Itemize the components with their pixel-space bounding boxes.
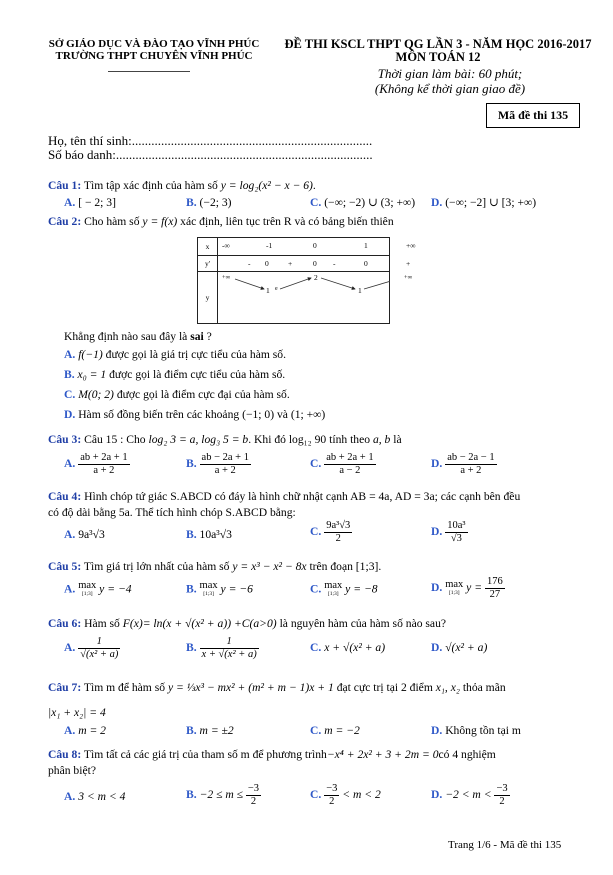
option-post: < m < 2 (342, 788, 381, 802)
max-operator (324, 582, 342, 598)
denominator: √(x² + a) (80, 649, 119, 660)
vt-y-value: +∞ (404, 274, 413, 281)
option-value: được gọi là điểm cực tiểu của hàm số. (109, 368, 286, 381)
question-label: Câu 2: (48, 215, 82, 228)
numerator: −3 (496, 783, 508, 794)
q2-prompt (64, 330, 212, 344)
option-key: A. (64, 528, 76, 541)
option-key: A. (64, 641, 76, 655)
exam-note: (Không kể thời gian giao đề) (374, 81, 526, 96)
question-2 (48, 215, 394, 229)
denominator: 2 (335, 533, 341, 544)
exam-time-block (340, 66, 560, 96)
candidate-name-field[interactable]: Họ, tên thí sinh:.......................................................................... (48, 133, 373, 148)
option-fraction (445, 520, 467, 545)
question-label: Câu 3: (48, 433, 82, 446)
question-expr: y = ⅓x³ − mx² + (m² + m − 1)x + 1 (167, 681, 334, 694)
option-key: A. (64, 724, 76, 737)
option-value: được gọi là giá trị cực tiểu của hàm số. (105, 348, 286, 361)
option-expr: x₀ = 1 (77, 368, 107, 381)
q6-option-d[interactable] (431, 641, 487, 655)
option-fraction (324, 520, 352, 545)
q3-option-d[interactable] (431, 452, 497, 477)
vt-y-value: +∞ (222, 274, 231, 281)
denominator: a + 2 (214, 465, 236, 476)
question-text: Hàm số (84, 617, 120, 630)
option-value: y = −8 (345, 582, 378, 596)
vt-x-value: 1 (364, 241, 368, 250)
subject: MÔN TOÁN 12 (395, 50, 481, 64)
header-divider (108, 71, 190, 72)
question-expr: −x⁴ + 2x² + 3 + 2m = 0 (326, 748, 439, 761)
question-label: Câu 4: (48, 490, 82, 503)
q7-option-b[interactable] (186, 724, 234, 738)
option-key: D. (64, 408, 76, 421)
question-7 (48, 681, 506, 695)
question-expr: y = x³ − x² − 8x (232, 560, 307, 573)
vt-yp-value: 0 (364, 259, 368, 268)
variation-table (197, 237, 416, 324)
max-label: max (78, 580, 97, 591)
question-expr: y = f(x) (142, 215, 178, 228)
option-key: C. (310, 457, 322, 471)
option-fraction (445, 452, 496, 477)
option-pre: −2 < m < (445, 788, 492, 802)
question-text2: trên đoạn [1;3]. (309, 560, 382, 573)
numerator: ab + 2a + 1 (80, 452, 128, 463)
vt-y-value: 1 (266, 286, 270, 295)
vt-y-row (218, 272, 413, 324)
q5-option-a[interactable] (64, 582, 132, 598)
question-text2: là nguyên hàm của hàm số nào sau? (279, 617, 447, 630)
option-value: m = −2 (324, 724, 360, 737)
option-key: B. (186, 724, 197, 737)
max-range: [1;3] (203, 591, 214, 597)
option-pre: −2 ≤ m ≤ (199, 788, 243, 802)
vt-x-value: -1 (266, 241, 273, 250)
option-value: √(x² + a) (445, 641, 488, 654)
vt-yp-value: - (248, 259, 251, 268)
vt-yp-value: + (288, 259, 293, 268)
vt-arrows (218, 272, 390, 323)
option-value: Hàm số đồng biến trên các khoảng (78, 408, 240, 421)
option-key: C. (310, 641, 322, 654)
q4-option-b[interactable] (186, 528, 232, 542)
vt-x-value: +∞ (406, 241, 416, 250)
option-key: B. (186, 641, 197, 655)
denominator: a − 2 (339, 465, 361, 476)
option-value: 9a³√3 (78, 528, 105, 541)
option-value: x + √(x² + a) (324, 641, 386, 654)
denominator: a + 2 (93, 465, 115, 476)
question-vars: a, b (372, 433, 391, 446)
option-key: A. (64, 582, 76, 596)
question-4 (48, 489, 520, 521)
header-left (40, 38, 268, 62)
question-text: Tìm m để hàm số (83, 681, 166, 694)
question-label: Câu 6: (48, 617, 82, 630)
q8-option-a[interactable] (64, 790, 125, 804)
q6-option-c[interactable] (310, 641, 385, 655)
question-label: Câu 5: (48, 560, 82, 573)
question-expr: log₂ 3 = a, log₃ 5 = b (148, 433, 249, 446)
option-value: (−∞; −2] ∪ [3; +∞) (445, 196, 537, 209)
question-text: Tìm giá trị lớn nhất của hàm số (83, 560, 230, 573)
arrow-up-icon (280, 278, 311, 289)
q3-option-a[interactable] (64, 452, 130, 477)
department-name: SỞ GIÁO DỤC VÀ ĐÀO TẠO VĨNH PHÚC (48, 38, 260, 50)
question-5 (48, 560, 381, 574)
question-8 (48, 748, 496, 762)
option-value: (−∞; −2) ∪ (3; +∞) (324, 196, 416, 209)
vt-x-row (218, 238, 416, 256)
q4-option-d[interactable] (431, 520, 468, 545)
numerator: ab − 2a + 1 (201, 452, 249, 463)
question-text-after: xác định, liên tục trên R và có bảng biến thiên (180, 215, 394, 228)
option-key: C. (64, 388, 76, 401)
q3-option-c[interactable] (310, 452, 376, 477)
question-text3: tính theo (329, 433, 371, 446)
option-fraction (485, 576, 505, 601)
option-fraction (324, 452, 375, 477)
option-value: [ − 2; 3] (78, 196, 116, 209)
vt-yp-value: + (406, 259, 411, 268)
numerator: −3 (247, 783, 260, 794)
question-text2: đạt cực trị tại 2 điểm (336, 681, 433, 694)
arrow-down-icon (321, 278, 355, 289)
q6-option-a[interactable] (64, 636, 120, 661)
question-expr: F(x)= ln(x + √(x² + a)) +C(a>0) (122, 617, 277, 630)
numerator: 1 (200, 636, 259, 649)
denominator: a + 2 (460, 465, 482, 476)
max-operator (78, 582, 96, 598)
vt-y-label: y (198, 272, 218, 324)
max-label: max (445, 578, 464, 590)
denominator: √3 (450, 533, 462, 544)
vt-x-label: x (198, 238, 218, 256)
q1-option-b[interactable] (186, 196, 232, 210)
option-key: D. (431, 641, 443, 654)
option-value: 10a³√3 (199, 528, 232, 541)
option-value: m = ±2 (199, 724, 234, 737)
max-label: max (324, 580, 343, 591)
option-key: A. (64, 348, 76, 361)
prompt-bold: sai (190, 330, 204, 343)
question-label: Câu 7: (48, 681, 82, 694)
denominator: x + √(x² + a) (201, 649, 257, 660)
option-value: (−2; 3) (199, 196, 232, 209)
numerator: −3 (326, 783, 338, 794)
option-expr: M(0; 2) (78, 388, 114, 401)
question-text: Tìm tập xác định của hàm số (83, 179, 218, 192)
question-label: Câu 1: (48, 179, 82, 192)
denominator: 2 (499, 796, 505, 807)
option-key: B. (186, 788, 197, 802)
exam-time: Thời gian làm bài: 60 phút; (377, 66, 523, 81)
question-label: Câu 8: (48, 748, 82, 761)
option-value: được gọi là điểm cực đại của hàm số. (116, 388, 290, 401)
option-fraction (78, 636, 120, 661)
question-expr2: x₁, x₂ (435, 681, 460, 694)
option-key: B. (186, 196, 197, 209)
option-fraction (246, 783, 261, 808)
option-key: D. (431, 581, 443, 595)
question-text: Tìm tất cả các giá trị của tham số m để phương trình (83, 748, 327, 761)
q1-option-c[interactable] (310, 196, 415, 210)
q5-option-d[interactable] (431, 576, 505, 601)
max-range: [1;3] (448, 589, 460, 596)
option-key: C. (310, 724, 322, 737)
q7-option-d[interactable] (431, 724, 521, 738)
max-label: max (199, 580, 218, 591)
denominator: 27 (489, 589, 501, 600)
vt-y-value: 2 (314, 273, 318, 282)
q7-option-a[interactable] (64, 724, 106, 738)
exam-title: ĐỀ THI KSCL THPT QG LẦN 3 - NĂM HỌC 2016-2017 (284, 37, 592, 51)
vt-x-value: 0 (313, 241, 317, 250)
q8-text-line2: phân biệt? (48, 764, 96, 777)
option-expr: f(−1) (78, 348, 103, 361)
header-right (282, 38, 594, 64)
q7-condition: |x₁ + x₂| = 4 (48, 706, 106, 719)
option-key: C. (310, 525, 322, 539)
option-key: A. (64, 790, 76, 803)
question-text-line2: có độ dài bằng 5a. Thể tích hình chóp S.ABCD bằng: (48, 506, 296, 519)
option-conj: và (276, 408, 288, 421)
q1-option-d[interactable] (431, 196, 536, 210)
q8-option-c[interactable] (310, 783, 381, 808)
max-range: [1;3] (327, 591, 339, 597)
option-value: m = 2 (78, 724, 106, 737)
question-text: Hình chóp tứ giác S.ABCD có đáy là hình chữ nhật cạnh AB = 4a, AD = 3a; các cạnh bên đều (84, 490, 521, 503)
question-6 (48, 617, 446, 631)
q2-option-a[interactable] (64, 348, 286, 362)
exam-code-box: Mã đề thi 135 (486, 103, 580, 128)
candidate-id-field[interactable]: Số báo danh:............................................................................... (48, 147, 373, 162)
q8-option-d[interactable] (431, 783, 510, 808)
option-key: B. (186, 457, 197, 471)
vt-yp-value: 0 (265, 259, 269, 268)
option-fraction (324, 783, 339, 808)
arrow-up-icon (364, 278, 390, 289)
option-fraction (78, 452, 129, 477)
q2-option-b[interactable] (64, 368, 285, 382)
q2-option-c[interactable] (64, 388, 290, 402)
option-key: C. (310, 788, 322, 802)
vt-yp-value: 0 (313, 259, 317, 268)
vt-y-value: 1 (358, 286, 362, 295)
school-name: TRƯỜNG THPT CHUYÊN VĨNH PHÚC (55, 50, 253, 62)
option-key: D. (431, 196, 443, 209)
option-expr: (−1; 0) (242, 408, 275, 421)
max-range: [1;3] (81, 591, 93, 597)
q4-option-a[interactable] (64, 528, 105, 542)
option-value: y = −4 (99, 582, 132, 596)
prompt-end: ? (206, 330, 212, 343)
option-key: D. (431, 788, 443, 802)
q7-option-c[interactable] (310, 724, 360, 738)
q1-option-a[interactable] (64, 196, 116, 210)
q6-option-b[interactable] (186, 636, 259, 661)
option-key: B. (186, 528, 197, 541)
vt-yp-value: - (333, 259, 336, 268)
q4-option-c[interactable] (310, 520, 352, 545)
numerator: 176 (486, 576, 503, 587)
numerator: 10a³ (447, 520, 466, 531)
option-key: D. (431, 525, 443, 539)
option-key: D. (431, 724, 443, 737)
question-3 (48, 433, 402, 447)
max-operator (445, 578, 464, 597)
option-fraction (494, 783, 509, 808)
question-expr2: log₁₂ 90 (288, 433, 327, 446)
option-key: B. (64, 368, 75, 381)
vt-x-value: -∞ (222, 241, 230, 250)
question-text: Cho hàm số (84, 215, 140, 228)
q5-option-b[interactable] (186, 582, 253, 598)
vt-yp-row (218, 256, 411, 272)
q2-option-d[interactable] (64, 408, 325, 422)
denominator: 2 (250, 796, 257, 807)
q8-option-b[interactable] (186, 783, 261, 808)
question-text3: thỏa mãn (462, 681, 506, 694)
option-expr2: (1; +∞) (290, 408, 326, 421)
option-key: C. (310, 582, 322, 596)
numerator: 1 (78, 636, 120, 649)
q5-option-c[interactable] (310, 582, 378, 598)
numerator: ab + 2a + 1 (326, 452, 374, 463)
option-fraction (200, 636, 259, 661)
max-operator (200, 582, 218, 598)
numerator: 9a³√3 (326, 520, 351, 531)
question-text: Câu 15 : Cho (84, 433, 146, 446)
option-key: C. (310, 196, 322, 209)
option-value: y = −6 (220, 582, 253, 596)
arrow-down-icon (235, 279, 264, 289)
question-expr: y = log₂(x² − x − 6) (220, 179, 313, 192)
vt-yp-label: y' (198, 256, 218, 272)
option-key: D. (431, 457, 443, 471)
page-footer: Trang 1/6 - Mã đề thi 135 (448, 839, 562, 851)
prompt-text: Khẳng định nào sau đây là (64, 330, 188, 343)
numerator: ab − 2a − 1 (447, 452, 495, 463)
q3-option-b[interactable] (186, 452, 251, 477)
vt-y-mark: e (275, 286, 278, 292)
denominator: 2 (329, 796, 335, 807)
option-value: Không tồn tại m (445, 724, 521, 737)
option-value: y = (466, 581, 483, 595)
option-key: B. (186, 582, 197, 596)
question-1: Câu 1: Tìm tập xác định của hàm số y = log₂(x² − x − 6). (48, 179, 316, 192)
question-text2: . Khi đó (248, 433, 286, 446)
option-value: 3 < m < 4 (78, 790, 126, 803)
option-fraction (200, 452, 251, 477)
option-key: A. (64, 457, 76, 471)
option-key: A. (64, 196, 76, 209)
question-text4: là (393, 433, 402, 446)
question-text2: có 4 nghiệm (438, 748, 496, 761)
